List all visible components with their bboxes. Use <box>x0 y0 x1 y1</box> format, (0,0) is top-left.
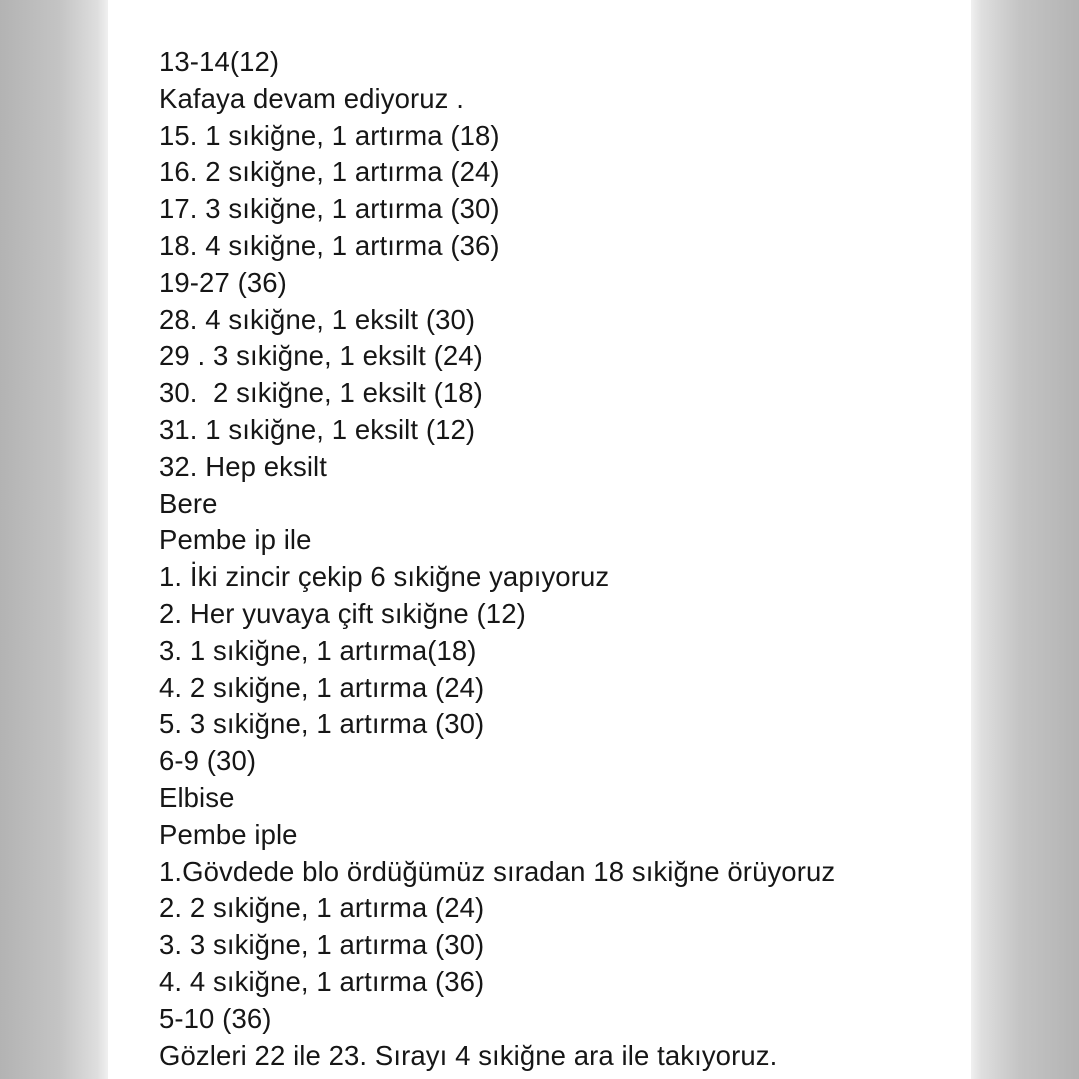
text-line: 4. 4 sıkiğne, 1 artırma (36) <box>159 965 485 997</box>
text-line: Kafaya devam ediyoruz . <box>159 82 464 114</box>
text-line: 5. 3 sıkiğne, 1 artırma (30) <box>159 708 485 740</box>
text-line: 29 . 3 sıkiğne, 1 eksilt (24) <box>159 340 483 372</box>
text-line: Pembe iple <box>159 818 298 850</box>
text-line: 5-10 (36) <box>159 1002 272 1034</box>
text-line: 2. Her yuvaya çift sıkiğne (12) <box>159 597 526 629</box>
text-line: Gözleri 22 ile 23. Sırayı 4 sıkiğne ara ile takıyoruz. <box>159 1039 778 1071</box>
text-line: 3. 3 sıkiğne, 1 artırma (30) <box>159 929 485 961</box>
text-line: 31. 1 sıkiğne, 1 eksilt (12) <box>159 413 476 445</box>
text-line: 1. İki zincir çekip 6 sıkiğne yapıyoruz <box>159 561 610 593</box>
text-line: 16. 2 sıkiğne, 1 artırma (24) <box>159 156 500 188</box>
text-line: 15. 1 sıkiğne, 1 artırma (18) <box>159 119 500 151</box>
text-line: 13-14(12) <box>159 46 280 77</box>
right-page-margin <box>971 0 1079 1079</box>
text-line: 32. Hep eksilt <box>159 450 328 482</box>
text-line: 6-9 (30) <box>159 745 257 777</box>
pattern-text <box>159 44 835 1074</box>
text-line: 2. 2 sıkiğne, 1 artırma (24) <box>159 892 485 924</box>
text-line: Pembe ip ile <box>159 524 312 556</box>
text-line: Bere <box>159 487 218 519</box>
text-line: 1.Gövdede blo ördüğümüz sıradan 18 sıkiğne örüyoruz <box>159 855 836 887</box>
text-line: 3. 1 sıkiğne, 1 artırma(18) <box>159 634 477 666</box>
text-line: 4. 2 sıkiğne, 1 artırma (24) <box>159 671 485 703</box>
text-line: 28. 4 sıkiğne, 1 eksilt (30) <box>159 303 476 335</box>
left-page-margin <box>0 0 108 1079</box>
text-line: 17. 3 sıkiğne, 1 artırma (30) <box>159 193 500 225</box>
text-line: 19-27 (36) <box>159 266 287 298</box>
text-line: 18. 4 sıkiğne, 1 artırma (36) <box>159 229 500 261</box>
text-line: Elbise <box>159 781 235 813</box>
text-line: 30. 2 sıkiğne, 1 eksilt (18) <box>159 377 483 409</box>
